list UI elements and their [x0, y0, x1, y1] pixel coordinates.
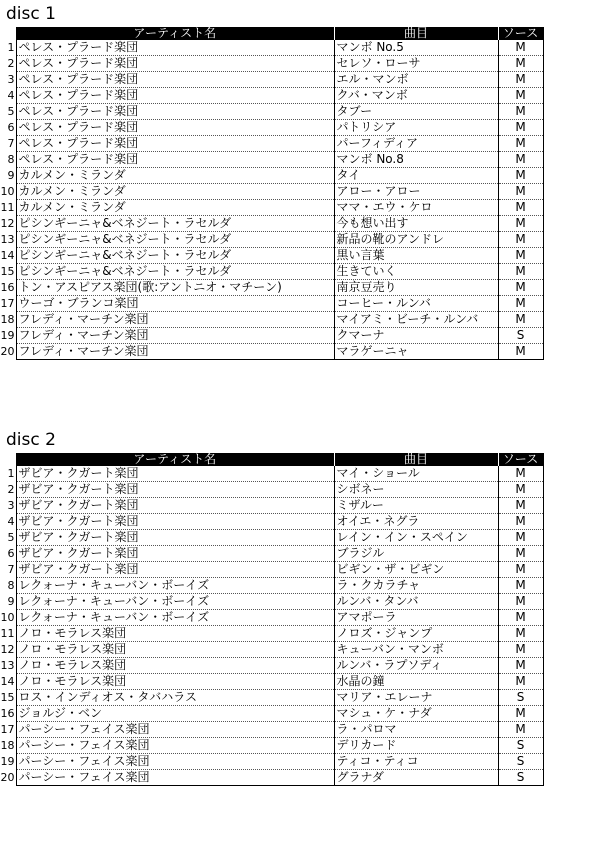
track-number-cell: 5 [0, 530, 16, 546]
table-row [0, 152, 543, 168]
source-column-header: ソース [498, 27, 543, 40]
artist-cell: トン・アスピアス楽団(歌:アントニオ・マチーン) [16, 280, 334, 296]
track-title-cell: マンボ No.5 [334, 40, 498, 56]
track-title-cell: ノロズ・ジャンプ [334, 626, 498, 642]
track-title-cell: ビギン・ザ・ビギン [334, 562, 498, 578]
artist-cell: カルメン・ミランダ [16, 200, 334, 216]
artist-cell: ザビア・クガート楽団 [16, 498, 334, 514]
table-row [0, 658, 543, 674]
track-number-cell: 9 [0, 168, 16, 184]
track-number-cell: 10 [0, 185, 15, 198]
table-row [0, 690, 543, 706]
table-row [0, 514, 543, 530]
source-cell: M [498, 280, 543, 296]
table-row [0, 296, 543, 312]
table-row [0, 482, 543, 498]
track-number-cell: 1 [0, 40, 16, 56]
source-cell: M [498, 466, 543, 482]
disc-1-track-table [0, 27, 544, 360]
track-title-cell: アマポーラ [334, 610, 498, 626]
track-title-cell: ブラジル [334, 546, 498, 562]
track-number-cell: 18 [0, 739, 15, 752]
track-title-cell: 南京豆売り [334, 280, 498, 296]
track-title-cell: クバ・マンボ [334, 88, 498, 104]
artist-cell: パーシー・フェイス楽団 [16, 770, 334, 786]
track-title-cell: パトリシア [334, 120, 498, 136]
table-row [0, 216, 543, 232]
table-row [0, 770, 543, 786]
track-number-cell: 13 [0, 659, 15, 672]
track-title-cell: オイエ・ネグラ [334, 514, 498, 530]
table-row [0, 136, 543, 152]
artist-cell: ペレス・プラード楽団 [16, 72, 334, 88]
track-title-cell: ルンバ・ラプソディ [334, 658, 498, 674]
track-number-cell: 4 [0, 88, 16, 104]
track-title-cell: ティコ・ティコ [334, 754, 498, 770]
track-number-cell: 6 [0, 546, 16, 562]
track-number-cell: 3 [0, 498, 16, 514]
artist-cell: ジョルジ・ベン [16, 706, 334, 722]
artist-cell: ペレス・プラード楽団 [16, 120, 334, 136]
table-row [0, 328, 543, 344]
table-row [0, 578, 543, 594]
table-row [0, 120, 543, 136]
disc-1-title: disc 1 [6, 4, 56, 24]
artist-cell: ウーゴ・ブランコ楽団 [16, 296, 334, 312]
track-title-cell: ミザルー [334, 498, 498, 514]
artist-cell: レクォーナ・キューバン・ボーイズ [16, 594, 334, 610]
source-cell: S [498, 770, 543, 786]
artist-cell: ピシンギーニャ&ベネジート・ラセルダ [16, 232, 334, 248]
source-cell: M [498, 40, 543, 56]
track-number-cell: 7 [0, 562, 16, 578]
source-cell: M [498, 120, 543, 136]
artist-cell: ペレス・プラード楽団 [16, 136, 334, 152]
source-cell: M [498, 232, 543, 248]
track-title-cell: マイアミ・ビーチ・ルンバ [334, 312, 498, 328]
source-cell: M [498, 578, 543, 594]
table-row [0, 642, 543, 658]
track-number-cell: 8 [0, 578, 16, 594]
artist-cell: パーシー・フェイス楽団 [16, 722, 334, 738]
track-number-cell: 16 [0, 707, 15, 720]
source-cell: M [498, 248, 543, 264]
source-column-header: ソース [498, 453, 543, 466]
source-cell: S [498, 738, 543, 754]
table-row [0, 722, 543, 738]
table-row [0, 562, 543, 578]
source-cell: M [498, 594, 543, 610]
table-row [0, 530, 543, 546]
table-row [0, 312, 543, 328]
track-number-cell: 12 [0, 643, 15, 656]
source-cell: S [498, 328, 543, 344]
source-cell: M [498, 152, 543, 168]
source-cell: M [498, 562, 543, 578]
track-title-cell: 水晶の鐘 [334, 674, 498, 690]
track-title-cell: ママ・エウ・ケロ [334, 200, 498, 216]
track-number-cell: 7 [0, 136, 16, 152]
track-title-cell: コーヒー・ルンバ [334, 296, 498, 312]
source-cell: M [498, 610, 543, 626]
artist-cell: レクォーナ・キューバン・ボーイズ [16, 610, 334, 626]
table-row [0, 344, 543, 360]
artist-cell: フレディ・マーチン楽団 [16, 312, 334, 328]
track-number-cell: 17 [0, 723, 15, 736]
track-number-cell: 3 [0, 72, 16, 88]
table-row [0, 546, 543, 562]
row-number-header [0, 27, 16, 40]
artist-cell: ノロ・モラレス楽団 [16, 674, 334, 690]
source-cell: M [498, 706, 543, 722]
source-cell: M [498, 168, 543, 184]
track-title-cell: タイ [334, 168, 498, 184]
table-row [0, 88, 543, 104]
track-title-cell: アロー・アロー [334, 184, 498, 200]
track-title-cell: マシュ・ケ・ナダ [334, 706, 498, 722]
artist-cell: ザビア・クガート楽団 [16, 482, 334, 498]
track-number-cell: 5 [0, 104, 16, 120]
artist-column-header: アーティスト名 [16, 453, 334, 466]
source-cell: M [498, 56, 543, 72]
table-row [0, 56, 543, 72]
source-cell: M [498, 184, 543, 200]
track-number-cell: 15 [0, 691, 15, 704]
track-number-cell: 8 [0, 152, 16, 168]
artist-cell: カルメン・ミランダ [16, 184, 334, 200]
track-number-cell: 18 [0, 313, 15, 326]
artist-cell: ノロ・モラレス楽団 [16, 626, 334, 642]
track-title-cell: マイ・ショール [334, 466, 498, 482]
track-number-cell: 14 [0, 675, 15, 688]
artist-cell: ペレス・プラード楽団 [16, 40, 334, 56]
disc-2-track-table [0, 453, 544, 786]
track-number-cell: 19 [0, 329, 15, 342]
track-number-cell: 17 [0, 297, 15, 310]
source-cell: M [498, 72, 543, 88]
artist-cell: ロス・インディオス・タバハラス [16, 690, 334, 706]
track-title-cell: マラゲーニャ [334, 344, 498, 360]
table-row [0, 498, 543, 514]
artist-cell: フレディ・マーチン楽団 [16, 328, 334, 344]
track-number-cell: 6 [0, 120, 16, 136]
source-cell: M [498, 88, 543, 104]
source-cell: S [498, 754, 543, 770]
track-title-cell: セレソ・ローサ [334, 56, 498, 72]
table-row [0, 104, 543, 120]
table-header-row [0, 27, 543, 40]
source-cell: M [498, 674, 543, 690]
table-row [0, 72, 543, 88]
track-number-cell: 16 [0, 281, 15, 294]
artist-cell: ピシンギーニャ&ベネジート・ラセルダ [16, 264, 334, 280]
title-column-header: 曲目 [334, 27, 498, 40]
source-cell: M [498, 312, 543, 328]
title-column-header: 曲目 [334, 453, 498, 466]
table-row [0, 626, 543, 642]
artist-cell: ノロ・モラレス楽団 [16, 658, 334, 674]
table-row [0, 280, 543, 296]
source-cell: M [498, 136, 543, 152]
artist-cell: カルメン・ミランダ [16, 168, 334, 184]
track-number-cell: 20 [0, 345, 15, 358]
table-row [0, 232, 543, 248]
table-row [0, 706, 543, 722]
track-title-cell: クマーナ [334, 328, 498, 344]
row-number-header [0, 453, 16, 466]
table-row [0, 200, 543, 216]
track-number-cell: 2 [0, 56, 16, 72]
artist-cell: ザビア・クガート楽団 [16, 514, 334, 530]
table-row [0, 610, 543, 626]
artist-cell: ノロ・モラレス楽団 [16, 642, 334, 658]
artist-cell: ピシンギーニャ&ベネジート・ラセルダ [16, 248, 334, 264]
track-title-cell: 黒い言葉 [334, 248, 498, 264]
table-row [0, 754, 543, 770]
source-cell: M [498, 658, 543, 674]
track-title-cell: マリア・エレーナ [334, 690, 498, 706]
artist-cell: ザビア・クガート楽団 [16, 546, 334, 562]
track-title-cell: ルンバ・タンバ [334, 594, 498, 610]
artist-cell: ペレス・プラード楽団 [16, 56, 334, 72]
source-cell: M [498, 296, 543, 312]
table-row [0, 168, 543, 184]
track-number-cell: 9 [0, 594, 16, 610]
artist-cell: ペレス・プラード楽団 [16, 152, 334, 168]
track-number-cell: 14 [0, 249, 15, 262]
track-title-cell: エル・マンボ [334, 72, 498, 88]
source-cell: S [498, 690, 543, 706]
track-title-cell: 生きていく [334, 264, 498, 280]
table-row [0, 466, 543, 482]
track-title-cell: レイン・イン・スペイン [334, 530, 498, 546]
artist-cell: ペレス・プラード楽団 [16, 104, 334, 120]
track-number-cell: 4 [0, 514, 16, 530]
table-row [0, 738, 543, 754]
source-cell: M [498, 626, 543, 642]
track-title-cell: 今も想い出す [334, 216, 498, 232]
track-title-cell: キューバン・マンボ [334, 642, 498, 658]
track-title-cell: ラ・パロマ [334, 722, 498, 738]
artist-cell: ザビア・クガート楽団 [16, 530, 334, 546]
track-number-cell: 11 [0, 627, 15, 640]
track-title-cell: シボネー [334, 482, 498, 498]
track-number-cell: 19 [0, 755, 15, 768]
artist-cell: フレディ・マーチン楽団 [16, 344, 334, 360]
track-number-cell: 11 [0, 201, 15, 214]
artist-cell: レクォーナ・キューバン・ボーイズ [16, 578, 334, 594]
track-title-cell: デリカード [334, 738, 498, 754]
source-cell: M [498, 200, 543, 216]
track-title-cell: 新品の靴のアンドレ [334, 232, 498, 248]
track-number-cell: 1 [0, 466, 16, 482]
track-title-cell: グラナダ [334, 770, 498, 786]
artist-cell: パーシー・フェイス楽団 [16, 754, 334, 770]
artist-cell: ピシンギーニャ&ベネジート・ラセルダ [16, 216, 334, 232]
table-row [0, 184, 543, 200]
table-row [0, 40, 543, 56]
source-cell: M [498, 530, 543, 546]
artist-cell: ザビア・クガート楽団 [16, 562, 334, 578]
track-number-cell: 12 [0, 217, 15, 230]
source-cell: M [498, 514, 543, 530]
source-cell: M [498, 104, 543, 120]
track-number-cell: 13 [0, 233, 15, 246]
source-cell: M [498, 546, 543, 562]
source-cell: M [498, 642, 543, 658]
source-cell: M [498, 482, 543, 498]
artist-cell: ザビア・クガート楽団 [16, 466, 334, 482]
track-title-cell: マンボ No.8 [334, 152, 498, 168]
track-number-cell: 10 [0, 611, 15, 624]
artist-cell: ペレス・プラード楽団 [16, 88, 334, 104]
track-title-cell: タブー [334, 104, 498, 120]
track-number-cell: 20 [0, 771, 15, 784]
source-cell: M [498, 216, 543, 232]
artist-column-header: アーティスト名 [16, 27, 334, 40]
artist-cell: パーシー・フェイス楽団 [16, 738, 334, 754]
table-row [0, 594, 543, 610]
source-cell: M [498, 498, 543, 514]
track-title-cell: パーフィディア [334, 136, 498, 152]
source-cell: M [498, 264, 543, 280]
source-cell: M [498, 722, 543, 738]
table-row [0, 248, 543, 264]
track-number-cell: 2 [0, 482, 16, 498]
track-title-cell: ラ・クカラチャ [334, 578, 498, 594]
disc-2-title: disc 2 [6, 430, 56, 450]
source-cell: M [498, 344, 543, 360]
table-row [0, 674, 543, 690]
track-number-cell: 15 [0, 265, 15, 278]
table-header-row [0, 453, 543, 466]
table-row [0, 264, 543, 280]
